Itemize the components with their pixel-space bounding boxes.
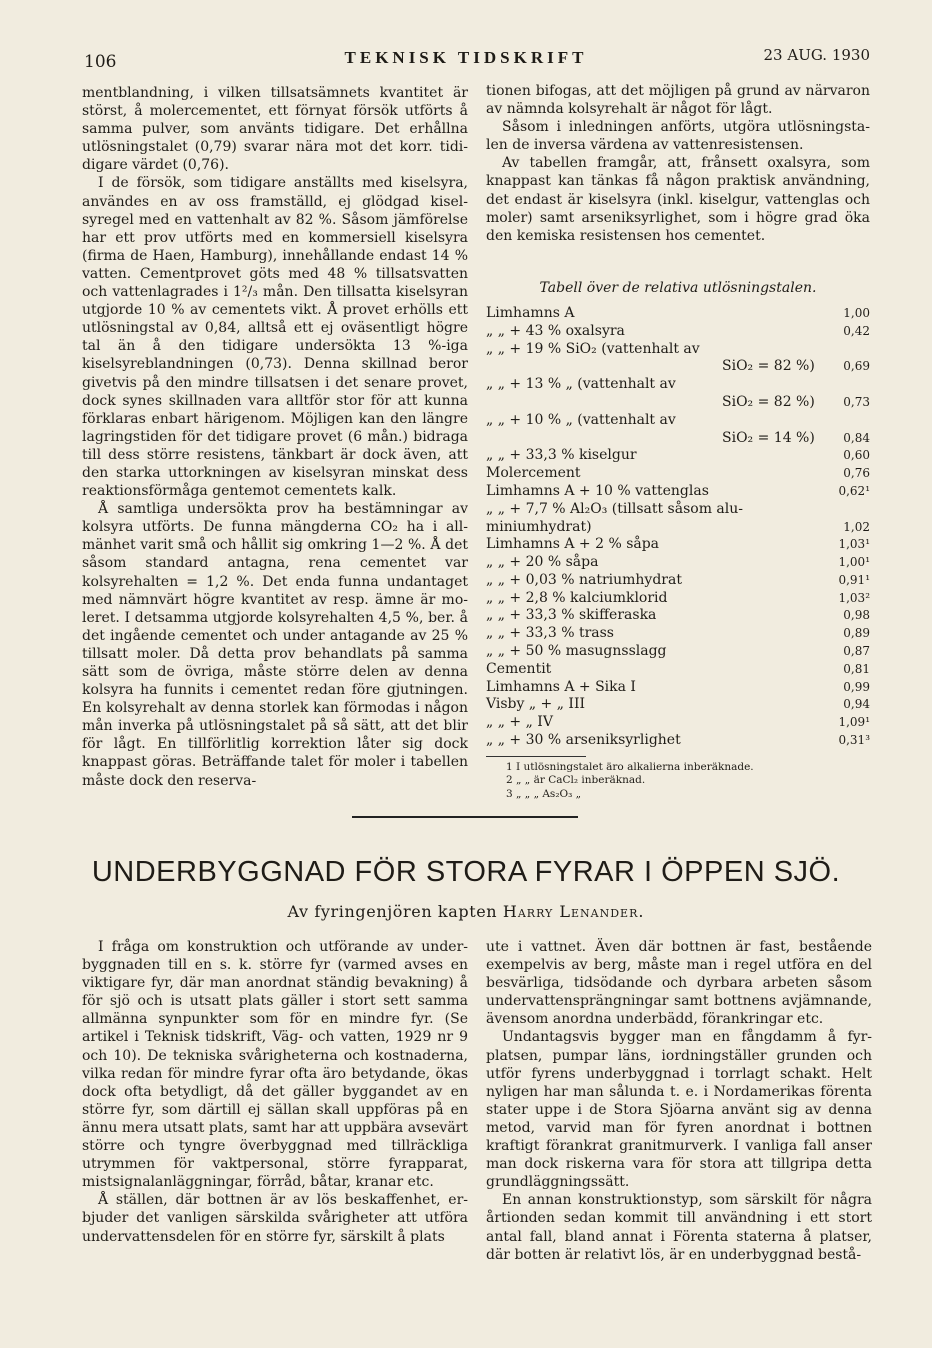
- row-value: 1,02: [843, 519, 870, 534]
- article-byline: [0, 902, 932, 921]
- row-label: Limhamns A + 2 % såpa: [486, 536, 660, 553]
- table-row: [486, 483, 870, 501]
- row-value: [830, 412, 870, 430]
- table-row: [486, 323, 870, 341]
- author-name: Harry Lenander.: [502, 902, 645, 921]
- article-title: UNDERBYGGNAD FÖR STORA FYRAR I ÖPPEN SJÖ.: [91, 856, 841, 888]
- footnote-rule: [486, 756, 586, 757]
- row-label: SiO₂ = 82 %): [722, 393, 815, 410]
- paragraph: Å samtliga undersökta prov ha bestämningar av kolsyra utförts. De funna mängderna CO₂ ha i allmänhet varit små och hållit sig omkring 1—2 %. Å det såsom standard antagna, rena cementet var kolsyrehalten = 1,2 %. Det enda funna undantaget med nämnvärt högre kvantitet av resp. ämne är moleret. I detsamma utgjorde kolsyrehalten 4,5 %, ber. å det ingående cementet och under antagande av 25 % tillsatt moler. Då detta prov behandlats på samma sätt som de övriga, måste större delen av denna kolsyra ha funnits i cementet redan före gjutningen. En kolsyrehalt av denna storlek kan förmodas i någon mån inverka på utlösningstalet på så sätt, att det blir för lågt. En tillförlitlig korrektion låter sig dock knappast göras. Beträffande talet för moler i tabellen måste dock den reserva-: [82, 501, 468, 789]
- table-row: [486, 376, 870, 394]
- row-value: [830, 501, 870, 519]
- row-label: Visby „ + „ III: [486, 696, 586, 713]
- row-label: „ „ + 7,7 % Al₂O₃ (tillsatt såsom alu-: [486, 500, 743, 517]
- table-row: [486, 590, 870, 608]
- paragraph: Såsom i inledningen anförts, utgöra utlösningstalen de inversa värdena av vattenresistensen.: [486, 119, 870, 154]
- row-label: „ „ + 43 % oxalsyra: [486, 322, 625, 339]
- footnote: 1 I utlösningstalet äro alkalierna inberäknade.: [506, 760, 754, 773]
- row-label: Limhamns A + 10 % vattenglas: [486, 482, 709, 499]
- paragraph: En annan konstruktionstyp, som särskilt för några årtionden sedan kommit till användning i ett stort antal fall, bland annat i Förenta staterna å platser, där botten är relativt lös, är en underbyggnad bestå-: [486, 1192, 872, 1263]
- table-row: [486, 305, 870, 323]
- page-number: 106: [84, 52, 117, 72]
- row-label: „ „ + 20 % såpa: [486, 554, 599, 571]
- table-row: [486, 572, 870, 590]
- right-column: [486, 82, 870, 801]
- row-label: „ „ + 33,3 % skifferaska: [486, 607, 657, 624]
- row-label: „ „ + 2,8 % kalciumklorid: [486, 589, 668, 606]
- row-label: „ „ + 10 % „ (vattenhalt av: [486, 411, 676, 428]
- table-row: [486, 643, 870, 661]
- row-label: „ „ + 13 % „ (vattenhalt av: [486, 376, 676, 393]
- paragraph: I fråga om konstruktion och utförande av underbyggnaden till en s. k. större fyr (varmed avses en viktigare fyr, där man anordnat ständig bevakning) å för sjö och is utsatt plats gäller i stort sett samma allmänna synpunkter som för en mindre fyr. (Se artikel i Teknisk tidskrift, Väg- och vatten, 1929 nr 9 och 10). De tekniska svårigheterna och kostnaderna, vilka redan för mindre fyrar ofta äro betydande, ökas dock ofta betydligt, då det gäller byggandet av en större fyr, som därtill ej sällan skall uppföras på en ännu mera utsatt plats, samt har att uppbära avsevärt större och tyngre överbyggnad med tillräckliga utrymmen för vaktpersonal, större fyrapparat, mistsignalanläggningar, förråd, båtar, kranar etc.: [82, 939, 468, 1191]
- row-label: „ „ + 33,3 % trass: [486, 625, 614, 642]
- row-value: 0,81: [843, 661, 870, 676]
- table-row: [486, 679, 870, 697]
- row-value: 0,62¹: [838, 483, 870, 498]
- table-row: [486, 430, 870, 448]
- row-label: Limhamns A: [486, 304, 575, 321]
- row-value: 0,31³: [838, 733, 870, 748]
- row-label: „ „ + „ IV: [486, 714, 553, 731]
- row-label: Limhamns A + Sika I: [486, 678, 636, 695]
- row-value: [830, 376, 870, 394]
- row-value: 1,09¹: [838, 715, 870, 730]
- footnote: 2 „ „ är CaCl₂ inberäknad.: [506, 774, 646, 787]
- byline-prefix: Av fyringenjören kapten: [287, 902, 498, 921]
- page-header: [0, 44, 932, 74]
- row-value: 0,69: [843, 359, 870, 374]
- table-row: [486, 394, 870, 412]
- table-row: [486, 714, 870, 732]
- row-value: 1,00¹: [838, 555, 870, 570]
- leaching-table: [486, 305, 870, 750]
- section-divider: [352, 816, 578, 818]
- row-label: Molercement: [486, 465, 581, 482]
- left-column: [82, 84, 468, 790]
- table-row: [486, 447, 870, 465]
- table-row: [486, 412, 870, 430]
- row-value: 0,91¹: [838, 572, 870, 587]
- table-title: Tabell över de relativa utlösningstalen.: [539, 279, 817, 296]
- row-value: 0,84: [843, 430, 870, 445]
- row-value: 1,00: [843, 305, 870, 320]
- table-row: [486, 341, 870, 359]
- paragraph: Å ställen, där bottnen är av lös beskaffenhet, erbjuder det vanligen särskilda svårigheter att utföra undervattensdelen för en större fyr, särskilt å plats: [82, 1192, 468, 1245]
- table-row: [486, 358, 870, 376]
- footnote: 3 „ „ „ As₂O₃ „: [506, 787, 582, 800]
- row-value: 0,99: [843, 679, 870, 694]
- table-row: [486, 696, 870, 714]
- article-left-column: [82, 938, 468, 1246]
- paragraph: ute i vattnet. Även där bottnen är fast, bestående exempelvis av berg, måste man i regel utföra en del besvärliga, tidsödande och dyrbara arbeten såsom undervattensprängningar samt bottnens avjämnande, ävensom anordna underbädd, förankringar etc.: [486, 939, 872, 1028]
- table-row: [486, 536, 870, 554]
- row-label: „ „ + 0,03 % natriumhydrat: [486, 571, 682, 588]
- row-value: 0,98: [843, 608, 870, 623]
- row-label: „ „ + 30 % arseniksyrlighet: [486, 732, 681, 749]
- row-label: Cementit: [486, 660, 552, 677]
- row-value: 0,42: [843, 323, 870, 338]
- table-row: [486, 519, 870, 537]
- row-value: 0,87: [843, 644, 870, 659]
- article-right-column: [486, 938, 872, 1264]
- paragraph: tionen bifogas, att det möjligen på grund av närvaron av nämnda kolsyrehalt är något för lågt.: [486, 83, 870, 118]
- table-row: [486, 607, 870, 625]
- table-row: [486, 501, 870, 519]
- row-label: SiO₂ = 14 %): [722, 429, 815, 446]
- paragraph: mentblandning, i vilken tillsatsämnets kvantitet är störst, å molercementet, ett förnyat försök utförts å samma pulver, som använts tidigare. Det erhållna utlösningstalet (0,79) svarar nära mot det korr. tididigare värdet (0,76).: [82, 85, 468, 174]
- row-value: 1,03²: [838, 590, 870, 605]
- issue-date: 23 AUG. 1930: [763, 46, 870, 64]
- row-value: 0,73: [843, 394, 870, 409]
- row-label: „ „ + 50 % masugnsslagg: [486, 643, 667, 660]
- row-value: 0,89: [843, 626, 870, 641]
- row-value: [830, 341, 870, 359]
- row-value: 0,76: [843, 466, 870, 481]
- row-label: „ „ + 19 % SiO₂ (vattenhalt av: [486, 340, 700, 357]
- row-label: SiO₂ = 82 %): [722, 358, 815, 375]
- table-row: [486, 732, 870, 750]
- row-value: 1,03¹: [838, 537, 870, 552]
- row-value: 0,94: [843, 697, 870, 712]
- footnotes: [486, 761, 870, 802]
- paragraph: I de försök, som tidigare anställts med kiselsyra, användes en av oss framställd, ej glödgad kiselsyregel med en vattenhalt av 82 %. Såsom jämförelse har ett prov utförts med en kommersiell kiselsyra (firma de Haen, Hamburg), innehållande endast 14 % vatten. Cementprovet göts med 48 % tillsatsvatten och vattenlagrades i 1²/₃ mån. Den tillsatta kiselsyran utgjorde 10 % av cementets vikt. Å provet erhölls ett utlösningstal av 0,84, alltså ett ej oväsentligt högre tal än å den tidigare undersökta 13 %-iga kiselsyreblandningen (0,73). Denna skillnad beror givetvis på den mindre tillsatsen i det senare provet, dock synes skillnaden vara alltför stor för att kunna förklaras enbart härigenom. Möjligen kan den längre lagringstiden för det tidigare provet (6 mån.) bidraga till dess större resistens, tänkbart är dock även, att den starka uttorkningen av kiselsyran minskat dess reaktionsförmåga gentemot cementets kalk.: [82, 175, 468, 500]
- table-row: [486, 625, 870, 643]
- table-row: [486, 465, 870, 483]
- paragraph: Undantagsvis bygger man en fångdamm å fyrplatsen, pumpar läns, iordningställer grunden och utför fyrens underbyggnad i torrlagt schakt. Helt nyligen har man sålunda t. e. i Nordamerikas förenta stater uppe i de Stora Sjöarna använt sig av denna metod, varvid man för fyren anordnat i bottnen kraftigt förankrat granitmurverk. I vanliga fall anser man dock riskerna vara för stora att tillgripa detta grundläggningssätt.: [486, 1029, 872, 1191]
- table-row: [486, 554, 870, 572]
- row-value: 0,60: [843, 448, 870, 463]
- table-row: [486, 661, 870, 679]
- row-label: miniumhydrat): [486, 518, 592, 535]
- journal-title: TEKNISK TIDSKRIFT: [344, 48, 588, 67]
- row-label: „ „ + 33,3 % kiselgur: [486, 447, 637, 464]
- paragraph: Av tabellen framgår, att, frånsett oxalsyra, som knappast kan tänkas få någon praktisk användning, det endast är kiselsyra (inkl. kiselgur, vattenglas och moler) samt arseniksyrlighet, som i högre grad öka den kemiska resistensen hos cementet.: [486, 155, 870, 244]
